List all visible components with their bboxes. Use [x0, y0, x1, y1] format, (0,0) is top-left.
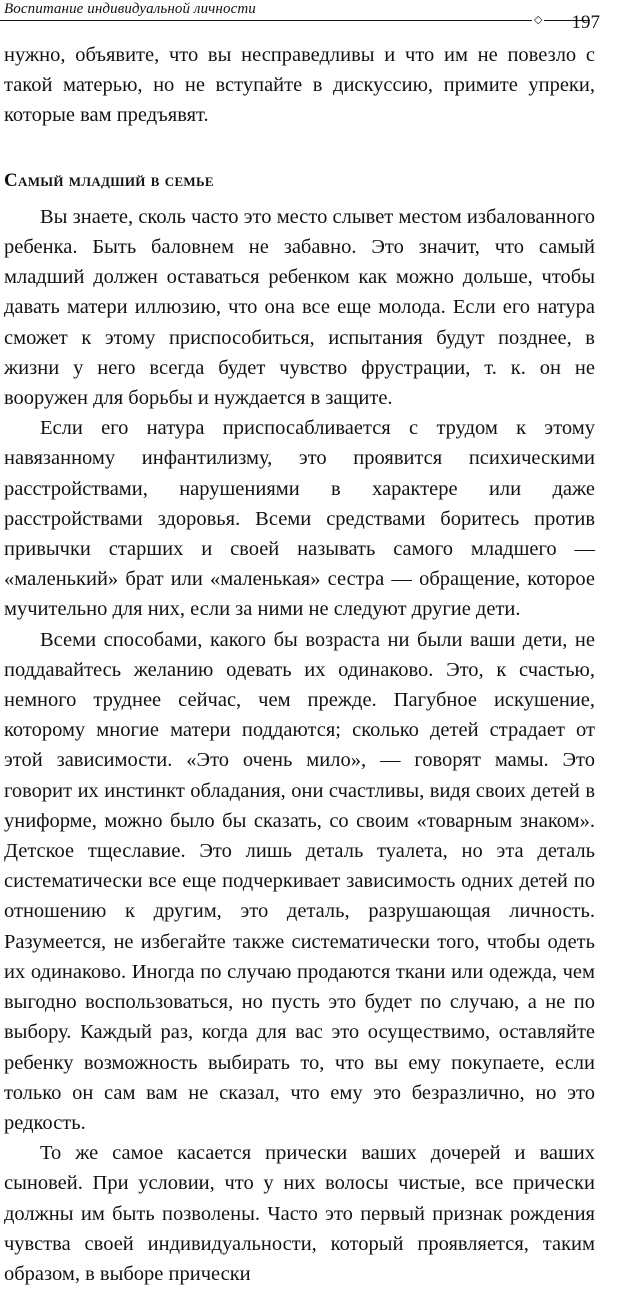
page-number: 197	[571, 12, 600, 33]
diamond-ornament-icon: ◇	[534, 14, 543, 26]
paragraph-continuation: нужно, объявите, что вы несправедливы и что им не повезло с такой матерью, но не вступайте в дискуссию, примите упреки, которые вам предъявят.	[4, 44, 595, 127]
paragraph: Всеми способами, какого бы возраста ни были ваши дети, не поддавайтесь желанию одевать их одинаково. Это, к счастью, немного труднее сейчас, чем прежде. Пагубное искушение, которому многие матери поддаются; сколько детей страдает от этой зависимости. «Это очень мило», — говорят мамы. Это говорит их инстинкт обладания, они счастливы, видя своих детей в униформе, можно было бы сказать, со своим «товарным знаком». Детское тщеславие. Это лишь деталь туалета, но эта деталь систематически все еще подчеркивает зависимость одних детей по отношению к другим, это деталь, разрушающая личность. Разумеется, не избегайте также систематически того, чтобы одеть их одинаково. Иногда по случаю продаются ткани или одежда, чем выгодно воспользоваться, но пусть это будет по случаю, а не по выбору. Каждый раз, когда для вас это осуществимо, оставляйте ребенку возможность выбирать то, что вы ему покупаете, если только он сам вам не сказал, что ему это безразлично, но это редкость.	[4, 628, 595, 1134]
running-title: Воспитание индивидуальной личности	[4, 1, 256, 17]
page-header	[0, 0, 620, 40]
section-title: Самый младший в семье	[4, 169, 214, 191]
paragraph: Вы знаете, сколь часто это место слывет местом избалованного ребенка. Быть баловнем не забавно. Это значит, что самый младший должен оставаться ребенком как можно дольше, чтобы давать матери иллюзию, что она все еще молода. Если его натура сможет к этому приспособиться, испытания будут позднее, в жизни у него всегда будет чувство фрустрации, т. к. он не вооружен для борьбы и нуждается в защите.	[4, 205, 595, 410]
header-rule	[0, 20, 590, 21]
paragraph: То же самое касается прически ваших дочерей и ваших сыновей. При условии, что у них волосы чистые, все прически должны им быть позволены. Часто это первый признак рождения чувства своей индивидуальности, который проявляется, таким образом, в выборе прически	[4, 1142, 595, 1285]
body-text	[4, 40, 595, 1289]
paragraph: Если его натура приспосабливается с трудом к этому навязанному инфантилизму, это проявится психическими расстройствами, нарушениями в характере или даже расстройствами здоровья. Всеми средствами боритесь против привычки старших и своей называть самого младшего — «маленький» брат или «маленькая» сестра — обращение, которое мучительно для них, если за ними не следуют другие дети.	[4, 417, 595, 621]
